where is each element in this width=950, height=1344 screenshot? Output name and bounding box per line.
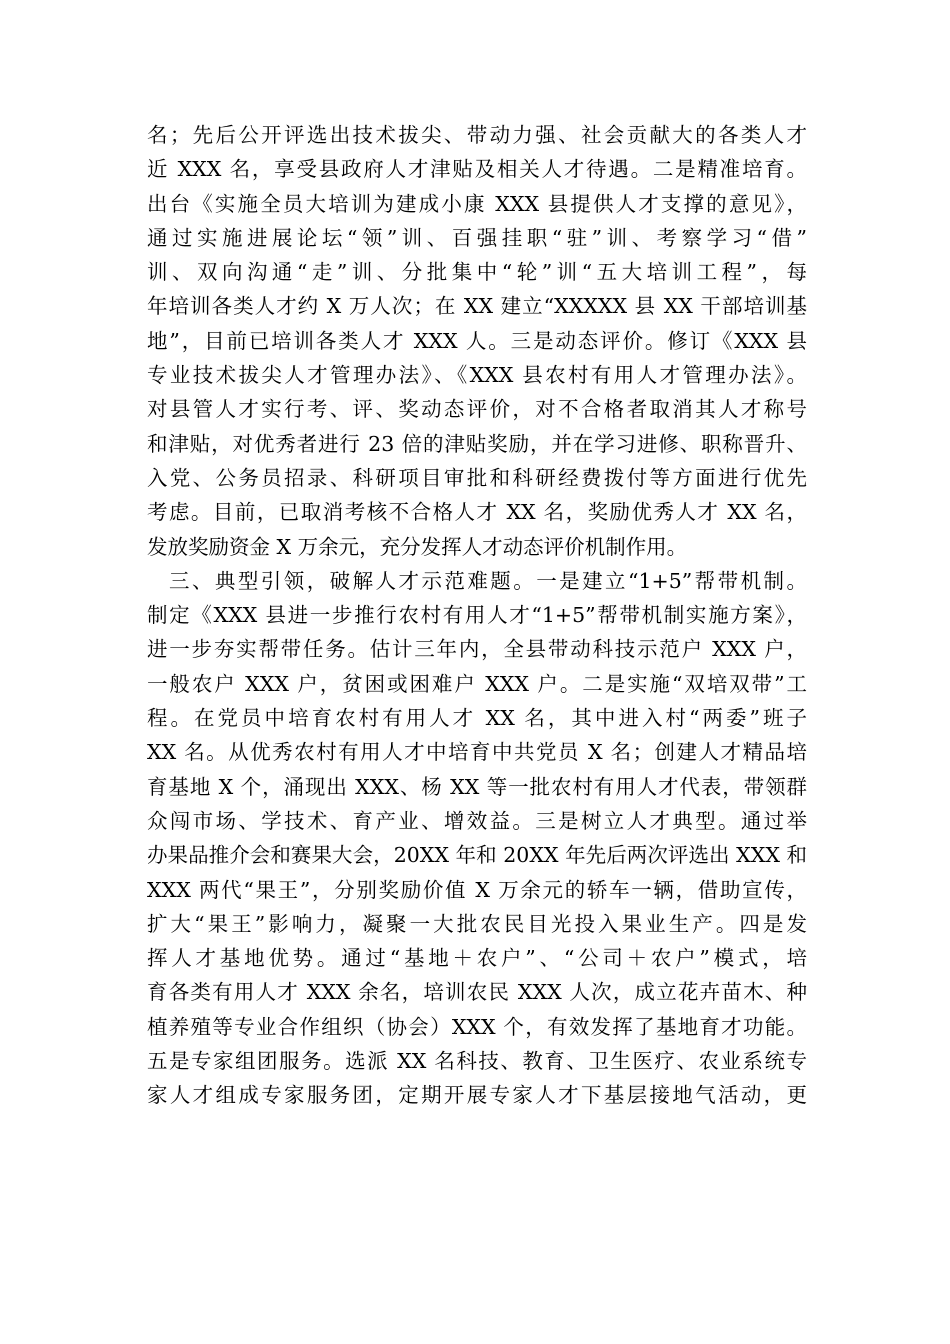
text-line: 制定《XXX 县进一步推行农村有用人才“1+5”帮带机制实施方案》， (147, 603, 807, 628)
text-line: 五是专家组团服务。选派 XX 名科技、教育、卫生医疗、农业系统专 (147, 1049, 807, 1074)
text-line: 专业技术拔尖人才管理办法》、《XXX 县农村有用人才管理办法》。 (147, 363, 807, 388)
text-line: 名；先后公开评选出技术拔尖、带动力强、社会贡献大的各类人才 (147, 123, 807, 147)
text-line: 对县管人才实行考、评、奖动态评价，对不合格者取消其人才称号 (147, 397, 807, 422)
text-line: 和津贴，对优秀者进行 23 倍的津贴奖励，并在学习进修、职称晋升、 (147, 431, 807, 456)
text-line: XXX 两代“果王”，分别奖励价值 X 万余元的轿车一辆，借助宣传， (147, 877, 807, 902)
text-line: 考虑。目前，已取消考核不合格人才 XX 名，奖励优秀人才 XX 名， (147, 500, 807, 525)
text-line: 近 XXX 名，享受县政府人才津贴及相关人才待遇。二是精准培育。 (147, 157, 807, 182)
text-line: 育基地 X 个，涌现出 XXX、杨 XX 等一批农村有用人才代表，带领群 (147, 774, 807, 799)
text-line: 程。在党员中培育农村有用人才 XX 名，其中进入村“两委”班子 (147, 706, 807, 731)
paragraph-end-line: 发放奖励资金 X 万余元，充分发挥人才动态评价机制作用。 (147, 534, 688, 559)
text-line: 年培训各类人才约 X 万人次；在 XX 建立“XXXXX 县 XX 干部培训基 (147, 294, 807, 319)
text-line: 扩大“果王”影响力，凝聚一大批农民目光投入果业生产。四是发 (147, 911, 807, 936)
text-line: 办果品推介会和赛果大会，20XX 年和 20XX 年先后两次评选出 XXX 和 (147, 843, 807, 868)
text-line: 进一步夯实帮带任务。估计三年内，全县带动科技示范户 XXX 户， (147, 637, 807, 662)
text-line: 一般农户 XXX 户，贫困或困难户 XXX 户。二是实施“双培双带”工 (147, 671, 807, 696)
text-line: 通过实施进展论坛“领”训、百强挂职“驻”训、考察学习“借” (147, 225, 807, 250)
text-line: 众闯市场、学技术、育产业、增效益。三是树立人才典型。通过举 (147, 808, 807, 833)
text-line: 入党、公务员招录、科研项目审批和科研经费拨付等方面进行优先 (147, 465, 807, 490)
text-line: 训、双向沟通“走”训、分批集中“轮”训“五大培训工程”，每 (147, 260, 807, 285)
body-text (147, 118, 807, 1113)
text-line: 挥人才基地优势。通过“基地＋农户”、“公司＋农户”模式，培 (147, 946, 807, 971)
paragraph-first-line: 三、典型引领，破解人才示范难题。一是建立“1+5”帮带机制。 (169, 568, 807, 593)
text-line: 家人才组成专家服务团，定期开展专家人才下基层接地气活动，更 (147, 1083, 807, 1108)
text-line: 出台《实施全员大培训为建成小康 XXX 县提供人才支撑的意见》， (147, 191, 807, 216)
text-line: 植养殖等专业合作组织（协会）XXX 个，有效发挥了基地育才功能。 (147, 1014, 807, 1039)
text-line: 育各类有用人才 XXX 余名，培训农民 XXX 人次，成立花卉苗木、种 (147, 980, 807, 1005)
text-line: 地”，目前已培训各类人才 XXX 人。三是动态评价。修订《XXX 县 (147, 328, 807, 353)
text-line: XX 名。从优秀农村有用人才中培育中共党员 X 名；创建人才精品培 (147, 740, 807, 765)
